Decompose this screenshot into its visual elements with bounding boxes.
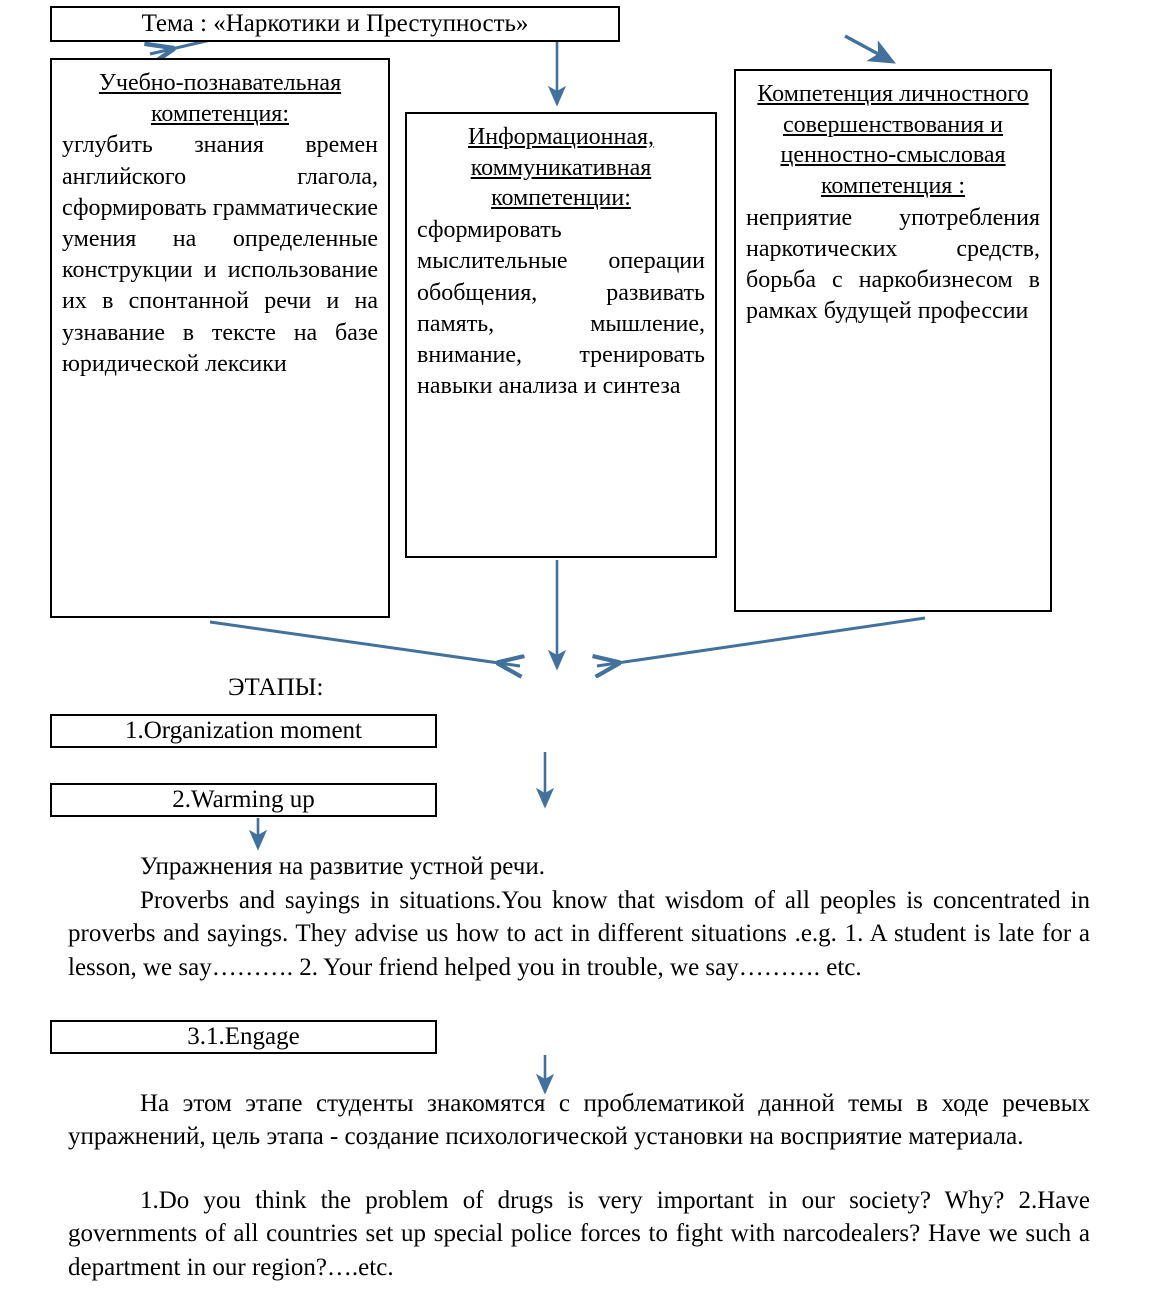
- competency-box-personal: [734, 69, 1052, 612]
- stage-box-warming-up: [50, 783, 437, 817]
- competency-heading-learning: Учебно-познавательная компетенция:: [98, 70, 342, 127]
- competency-box-information: [405, 112, 717, 558]
- stage-label: 3.1.Engage: [187, 1023, 300, 1050]
- stages-label: ЭТАПЫ:: [228, 674, 324, 701]
- arrow-learning-to-stages: [210, 622, 520, 666]
- paragraph-oral-practice: Упражнения на развитие устной речи.: [140, 853, 545, 880]
- competency-heading-personal: Компетенция личностного совершенствования и ценностно-смысловая компетенция :: [757, 81, 1029, 200]
- competency-body-personal: неприятие употребления наркотических средств, борьба с наркобизнесом в рамках будущей профессии: [746, 204, 1040, 325]
- competency-body-learning: углубить знания времен английского глагола, сформировать грамматические умения на определенные конструкции и использование их в спонтанной речи и на узнавание в тексте на базе юридической лексики: [62, 132, 378, 377]
- topic-title-text: Тема : «Наркотики и Преступность»: [141, 10, 529, 37]
- stage-label: 1.Organization moment: [125, 717, 362, 744]
- arrow-title-to-personal: [845, 36, 893, 62]
- topic-title-box: [50, 6, 620, 42]
- stage-box-organization-moment: [50, 714, 437, 748]
- paragraph-engage-questions: 1.Do you think the problem of drugs is very important in our society? Why? 2.Have governments of all countries set up special police forces to fight with narcodealers? Have we such a department in our region?….etc.: [68, 1187, 1090, 1281]
- paragraph-engage-description: На этом этапе студенты знакомятся с проблематикой данной темы в ходе речевых упражнений, цель этапа - создание психологической установки на восприятие материала.: [68, 1090, 1090, 1151]
- paragraph-proverbs: Proverbs and sayings in situations.You know that wisdom of all peoples is concentrated in proverbs and sayings. They advise us how to act in different situations .e.g. 1. A student is late for a lesson, we say………. 2. Your friend helped you in trouble, we say………. etc.: [68, 887, 1090, 981]
- competency-heading-information: Информационная, коммуникативная компетенции:: [467, 124, 655, 212]
- competency-box-learning: [50, 58, 390, 618]
- stage-box-engage: [50, 1020, 437, 1054]
- arrow-personal-to-stages: [597, 618, 925, 666]
- competency-body-information: сформировать мыслительные операции обобщения, развивать память, мышление, внимание, тренировать навыки анализа и синтеза: [417, 217, 705, 400]
- stage-label: 2.Warming up: [172, 786, 315, 813]
